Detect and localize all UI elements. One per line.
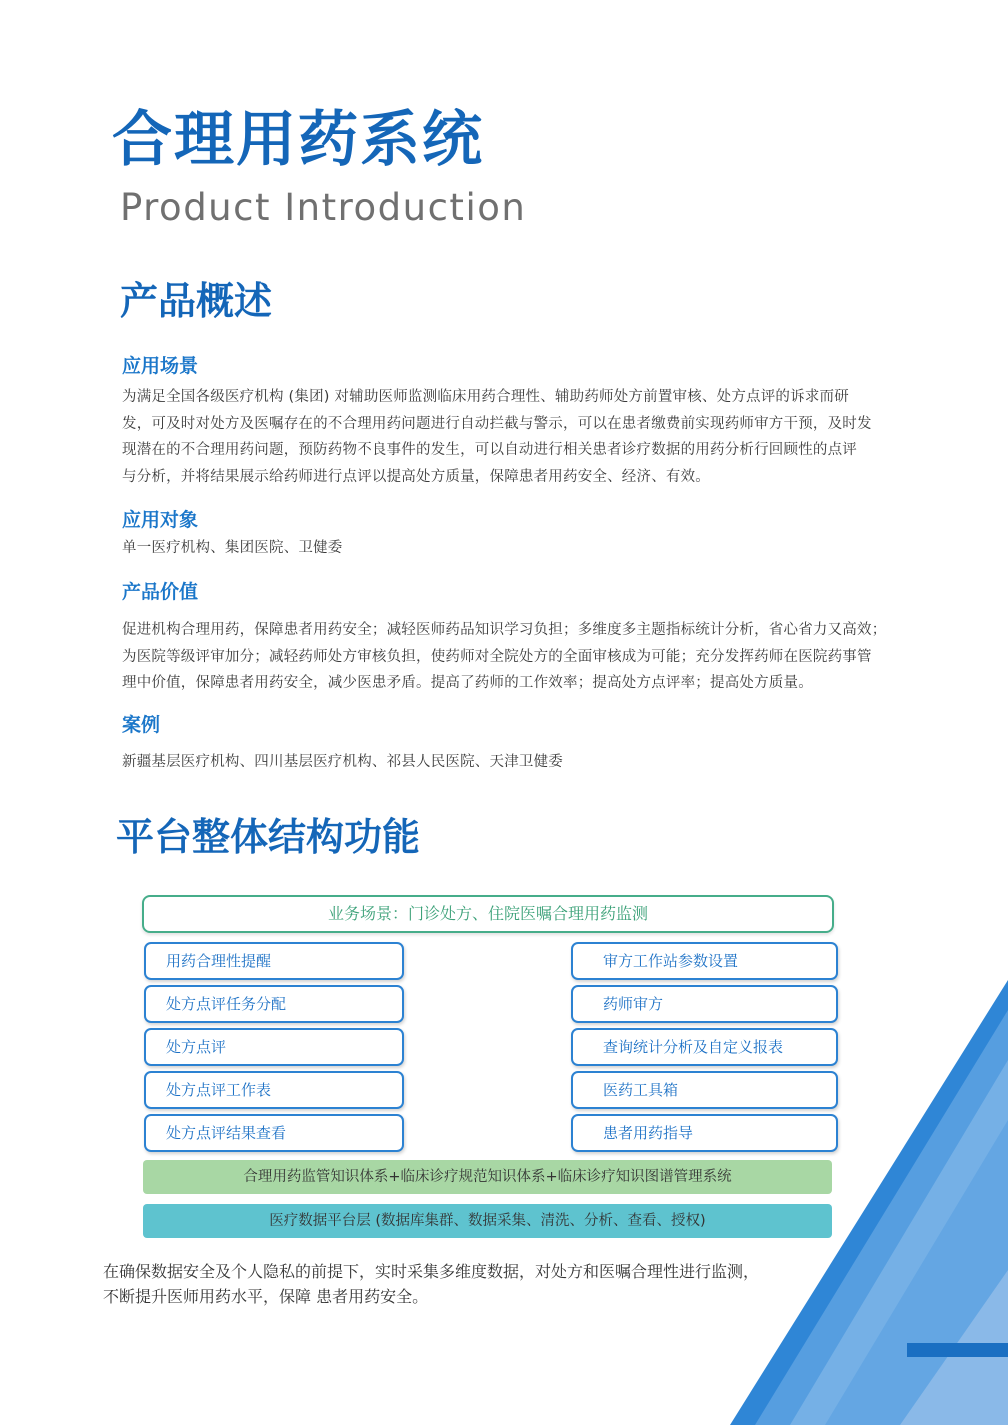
text-line: 与分析，并将结果展示给药师进行点评以提高处方质量，保障患者用药安全、经济、有效。 bbox=[122, 468, 710, 485]
section-body-scenario bbox=[122, 384, 922, 490]
data-platform-layer-bar: 医疗数据平台层 (数据库集群、数据采集、清洗、分析、查看、授权) bbox=[143, 1204, 832, 1238]
text-line: 不断提升医师用药水平，保障 患者用药安全。 bbox=[103, 1287, 429, 1306]
text-line: 促进机构合理用药，保障患者用药安全；减轻医师药品知识学习负担；多维度多主题指标统计分析，省心省力又高效； bbox=[122, 622, 887, 638]
platform-heading: 平台整体结构功能 bbox=[116, 815, 421, 859]
function-box-left: 处方点评工作表 bbox=[144, 1071, 404, 1109]
function-box-right: 审方工作站参数设置 bbox=[571, 942, 838, 980]
text-line: 新疆基层医疗机构、四川基层医疗机构、祁县人民医院、天津卫健委 bbox=[122, 754, 563, 770]
function-box-left: 用药合理性提醒 bbox=[144, 942, 404, 980]
text-line: 为医院等级评审加分；减轻药师处方审核负担，使药师对全院处方的全面审核成为可能；充分发挥药师在医院药事管 bbox=[122, 648, 872, 665]
function-box-left: 处方点评 bbox=[144, 1028, 404, 1066]
function-box-left: 处方点评任务分配 bbox=[144, 985, 404, 1023]
overview-heading: 产品概述 bbox=[120, 279, 273, 323]
section-body-value bbox=[122, 617, 922, 697]
section-body-target bbox=[122, 535, 922, 562]
section-body-cases bbox=[122, 749, 922, 776]
function-box-right: 患者用药指导 bbox=[571, 1114, 838, 1152]
text-line: 理中价值，保障患者用药安全，减少医患矛盾。提高了药师的工作效率；提高处方点评率；提高处方质量。 bbox=[122, 675, 813, 691]
text-line: 发，可及时对处方及医嘱存在的不合理用药问题进行自动拦截与警示，可以在患者缴费前实现药师审方干预，及时发 bbox=[122, 415, 872, 432]
page-subtitle: Product Introduction bbox=[120, 186, 527, 229]
function-box-right: 药师审方 bbox=[571, 985, 838, 1023]
knowledge-layer-bar: 合理用药监管知识体系+临床诊疗规范知识体系+临床诊疗知识图谱管理系统 bbox=[143, 1160, 832, 1194]
section-title-cases: 案例 bbox=[122, 714, 161, 736]
section-title-scenario: 应用场景 bbox=[122, 355, 199, 377]
corner-accent-bar bbox=[907, 1343, 1008, 1357]
text-line: 为满足全国各级医疗机构 (集团) 对辅助医师监测临床用药合理性、辅助药师处方前置审核、处方点评的诉求而研 bbox=[122, 389, 849, 405]
text-line: 现潜在的不合理用药问题，预防药物不良事件的发生，可以自动进行相关患者诊疗数据的用药分析行回顾性的点评 bbox=[122, 442, 857, 458]
section-title-target: 应用对象 bbox=[122, 509, 199, 531]
function-box-right: 医药工具箱 bbox=[571, 1071, 838, 1109]
page-title: 合理用药系统 bbox=[112, 105, 484, 175]
platform-summary bbox=[103, 1259, 843, 1309]
function-box-right: 查询统计分析及自定义报表 bbox=[571, 1028, 838, 1066]
section-title-value: 产品价值 bbox=[122, 581, 199, 603]
business-scene-box: 业务场景：门诊处方、住院医嘱合理用药监测 bbox=[142, 895, 834, 933]
function-box-left: 处方点评结果查看 bbox=[144, 1114, 404, 1152]
text-line: 在确保数据安全及个人隐私的前提下，实时采集多维度数据，对处方和医嘱合理性进行监测， bbox=[103, 1262, 760, 1281]
text-line: 单一医疗机构、集团医院、卫健委 bbox=[122, 540, 343, 556]
